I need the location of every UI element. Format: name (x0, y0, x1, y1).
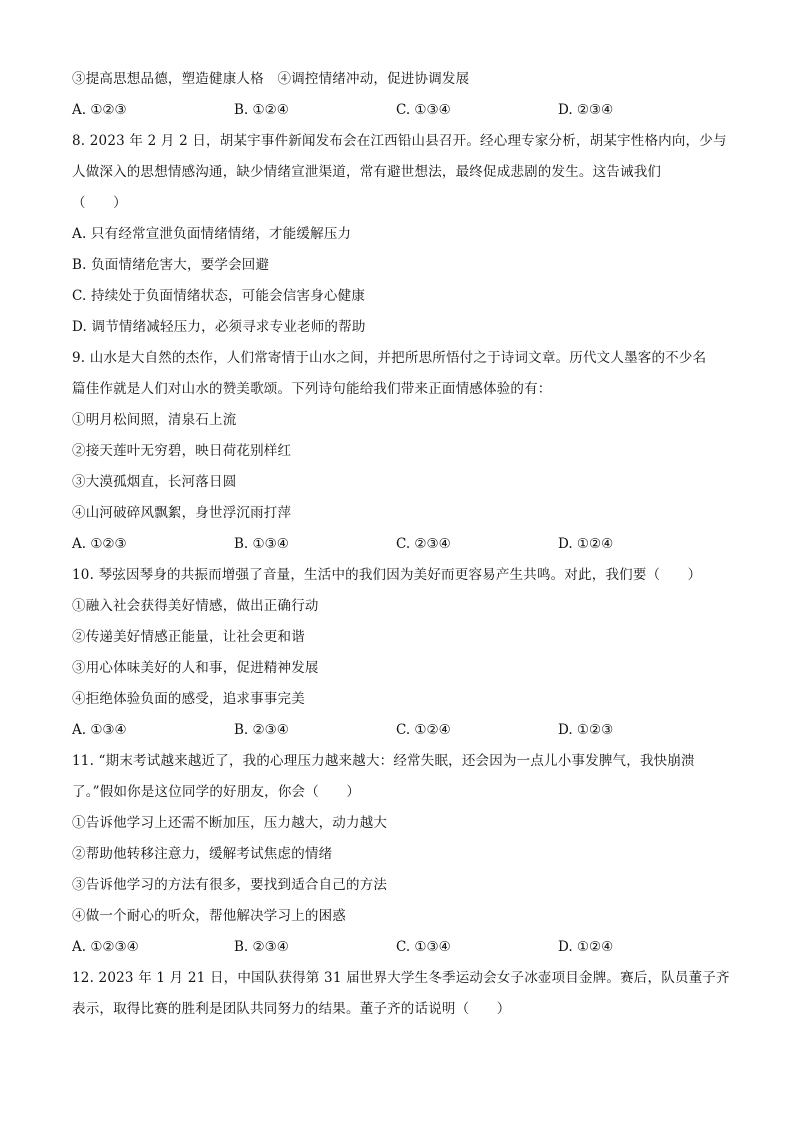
q9-choice-2: ②接天莲叶无穷碧，映日荷花别样红 (72, 443, 292, 459)
option-c[interactable]: C. ①③④ (396, 102, 451, 118)
q8-option-d[interactable]: D. 调节情绪减轻压力，必须寻求专业老师的帮助 (72, 319, 366, 335)
option-a[interactable]: A. ①②③ (72, 536, 127, 552)
option-d[interactable]: D. ①②④ (558, 536, 614, 552)
q9-options (72, 529, 732, 560)
q8-stem-line-2: 人做深入的思想情感沟通，缺少情绪宣泄渠道，常有避世想法，最终促成悲剧的发生。这告诫我们 (72, 164, 662, 180)
prev-options (72, 95, 732, 126)
option-a[interactable]: A. ①②③④ (72, 939, 139, 955)
q10-choice-3: ③用心体味美好的人和事，促进精神发展 (72, 660, 319, 676)
q8-stem-line-1: 8. 2023 年 2 月 2 日，胡某宇事件新闻发布会在江西铅山县召开。经心理专家分析，胡某宇性格内向，少与 (72, 133, 727, 149)
q10-choice-1: ①融入社会获得美好情感，做出正确行动 (72, 598, 319, 614)
q9-stem-line-2: 篇佳作就是人们对山水的赞美歌颂。下列诗句能给我们带来正面情感体验的有： (72, 381, 552, 397)
prev-choices-line: ③提高思想品德，塑造健康人格 ④调控情绪冲动，促进协调发展 (72, 71, 470, 87)
option-c[interactable]: C. ①③④ (396, 939, 451, 955)
q12-stem-line-2: 表示，取得比赛的胜利是团队共同努力的结果。董子齐的话说明（ ） (72, 1001, 511, 1017)
q8-option-b[interactable]: B. 负面情绪危害大，要学会回避 (72, 257, 270, 273)
q11-choice-3: ③告诉他学习的方法有很多，要找到适合自己的方法 (72, 877, 388, 893)
option-b[interactable]: B. ②③④ (234, 939, 289, 955)
q9-choice-3: ③大漠孤烟直，长河落日圆 (72, 474, 237, 490)
q11-options (72, 932, 732, 963)
option-b[interactable]: B. ①②④ (234, 102, 289, 118)
q8-answer-blank: （ ） (72, 195, 127, 211)
q9-choice-4: ④山河破碎风飘絮，身世浮沉雨打萍 (72, 505, 292, 521)
q11-choice-2: ②帮助他转移注意力，缓解考试焦虑的情绪 (72, 846, 333, 862)
option-c[interactable]: C. ①②④ (396, 722, 451, 738)
q12-stem-line-1: 12. 2023 年 1 月 21 日，中国队获得第 31 届世界大学生冬季运动会女子冰壶项目金牌。赛后，队员董子齐 (72, 970, 730, 986)
option-a[interactable]: A. ①③④ (72, 722, 127, 738)
option-b[interactable]: B. ①③④ (234, 536, 289, 552)
option-d[interactable]: D. ①②③ (558, 722, 614, 738)
q9-stem-line-1: 9. 山水是大自然的杰作，人们常寄情于山水之间，并把所思所悟付之于诗词文章。历代文人墨客的不少名 (72, 350, 707, 366)
q8-option-c[interactable]: C. 持续处于负面情绪状态，可能会信害身心健康 (72, 288, 366, 304)
option-a[interactable]: A. ①②③ (72, 102, 127, 118)
q10-choice-4: ④拒绝体验负面的感受，追求事事完美 (72, 691, 305, 707)
option-d[interactable]: D. ②③④ (558, 102, 614, 118)
q10-stem-line-1: 10. 琴弦因琴身的共振而增强了音量，生活中的我们因为美好而更容易产生共鸣。对此，我们要（ ） (72, 567, 702, 583)
exam-page (72, 64, 732, 1025)
q11-choice-1: ①告诉他学习上还需不断加压，压力越大，动力越大 (72, 815, 388, 831)
option-b[interactable]: B. ②③④ (234, 722, 289, 738)
option-c[interactable]: C. ②③④ (396, 536, 451, 552)
q11-stem-line-1: 11. “期末考试越来越近了，我的心理压力越来越大：经常失眠，还会因为一点儿小事发脾气，我快崩溃 (72, 753, 695, 769)
option-d[interactable]: D. ①②④ (558, 939, 614, 955)
q10-options (72, 715, 732, 746)
q10-choice-2: ②传递美好情感正能量，让社会更和谐 (72, 629, 305, 645)
q9-choice-1: ①明月松间照，清泉石上流 (72, 412, 237, 428)
q11-stem-line-2: 了。”假如你是这位同学的好朋友，你会（ ） (72, 784, 361, 800)
q11-choice-4: ④做一个耐心的听众，帮他解决学习上的困惑 (72, 908, 346, 924)
q8-option-a[interactable]: A. 只有经常宣泄负面情绪情绪，才能缓解压力 (72, 226, 352, 242)
